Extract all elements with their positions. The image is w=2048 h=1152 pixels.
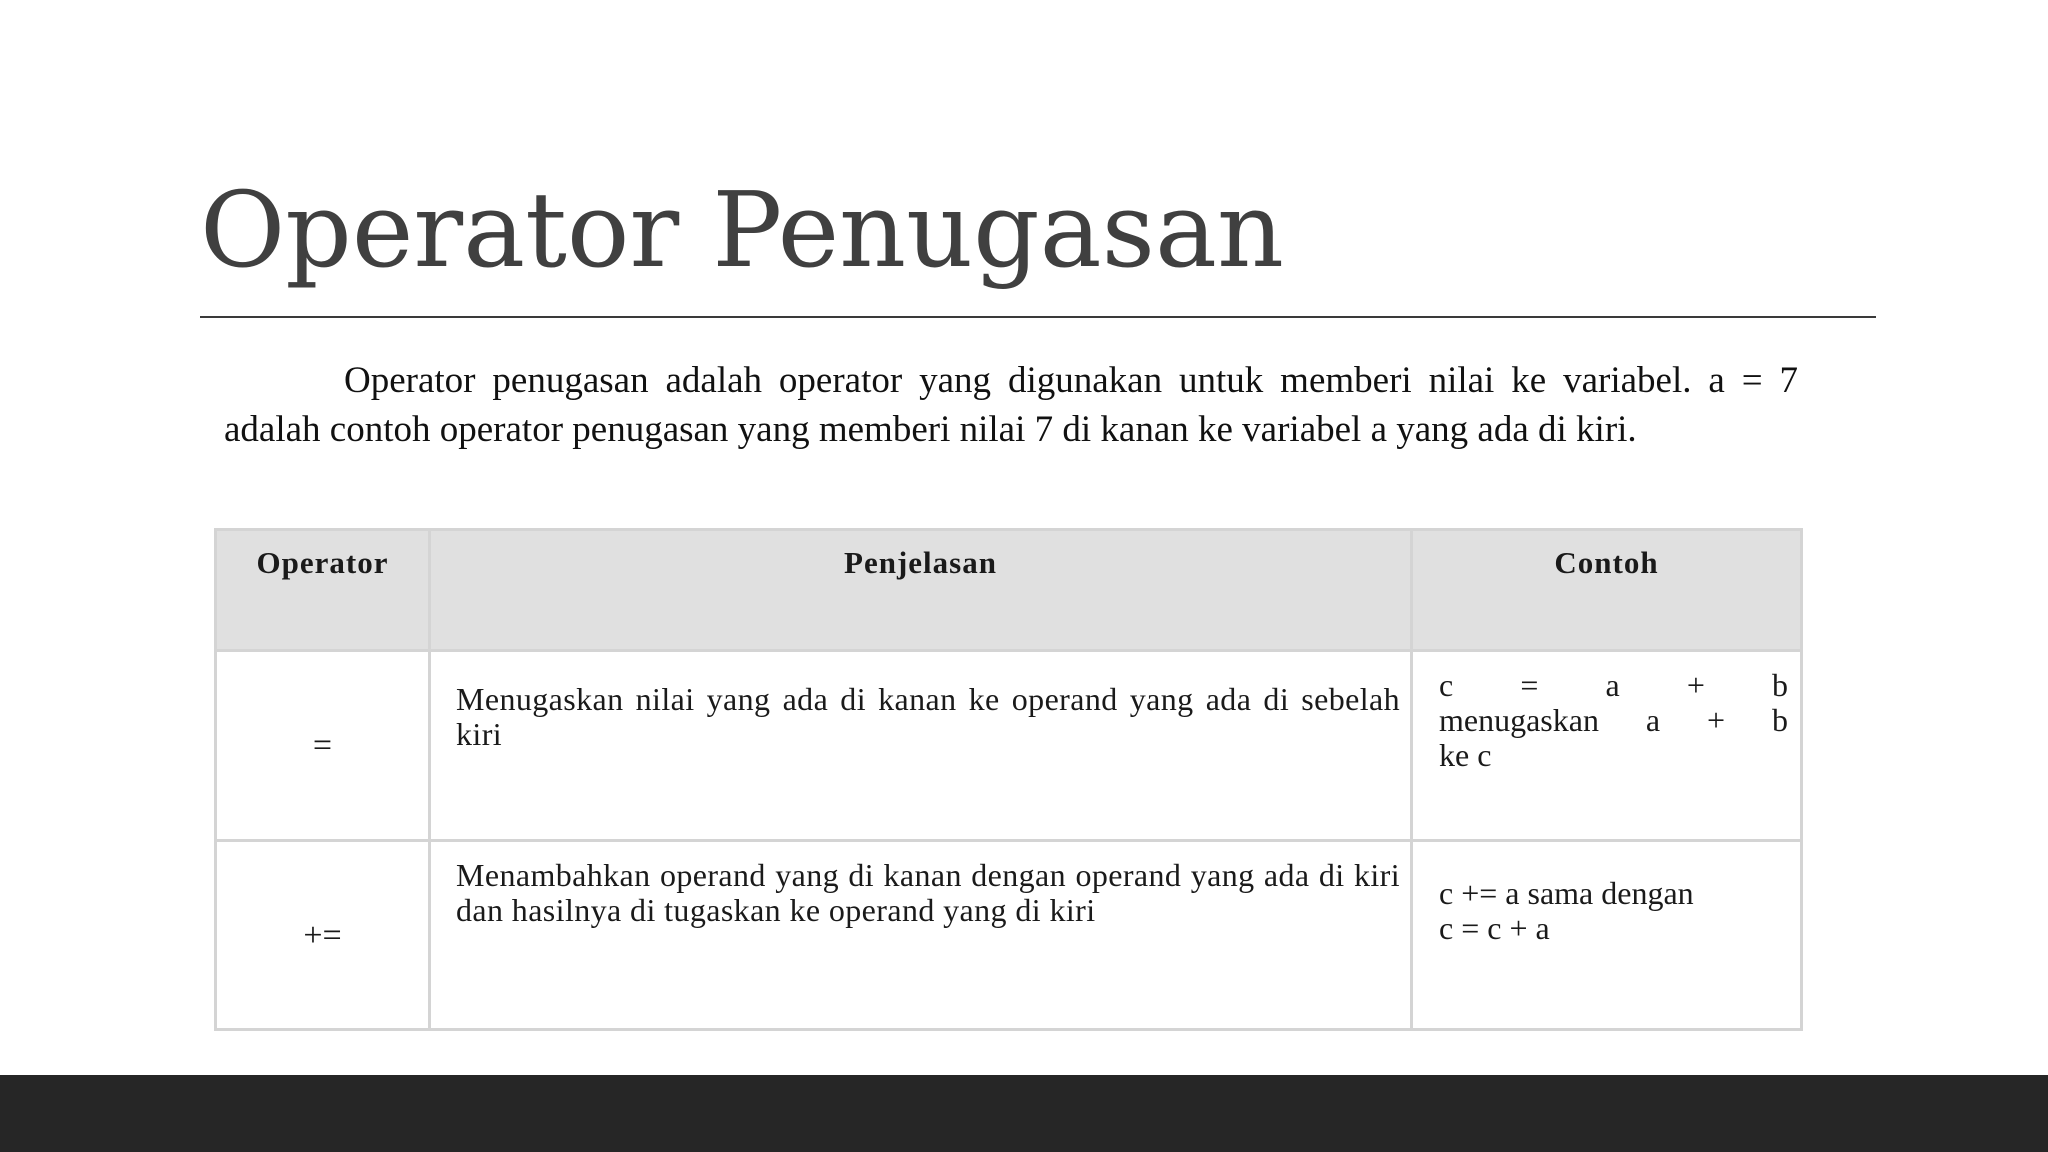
example-line: c = c + a <box>1439 910 1550 946</box>
footer-bar <box>0 1075 2048 1152</box>
header-penjelasan: Penjelasan <box>430 530 1412 651</box>
example-cell <box>1412 841 1802 1030</box>
table-row <box>216 841 1802 1030</box>
operator-cell: += <box>216 841 430 1030</box>
operator-cell: = <box>216 651 430 841</box>
header-operator: Operator <box>216 530 430 651</box>
operator-table <box>214 528 1803 1031</box>
table-header-row <box>216 530 1802 651</box>
intro-paragraph: Operator penugasan adalah operator yang digunakan untuk memberi nilai ke variabel. a = 7 adalah contoh operator penugasan yang memberi nilai 7 di kanan ke variabel a yang ada di kiri. <box>224 360 1798 450</box>
explanation-cell: Menugaskan nilai yang ada di kanan ke operand yang ada di sebelah kiri <box>430 651 1412 841</box>
header-contoh: Contoh <box>1412 530 1802 651</box>
title-divider <box>200 316 1876 318</box>
example-line: menugaskan a + b <box>1439 702 1788 738</box>
example-line: c = a + b <box>1439 667 1788 703</box>
explanation-cell: Menambahkan operand yang di kanan dengan operand yang ada di kiri dan hasilnya di tugaskan ke operand yang di kiri <box>430 841 1412 1030</box>
example-cell <box>1412 651 1802 841</box>
table-row <box>216 651 1802 841</box>
example-line: c += a sama dengan <box>1439 875 1694 911</box>
slide-title: Operator Penugasan <box>200 169 1285 291</box>
example-line: ke c <box>1439 737 1492 773</box>
